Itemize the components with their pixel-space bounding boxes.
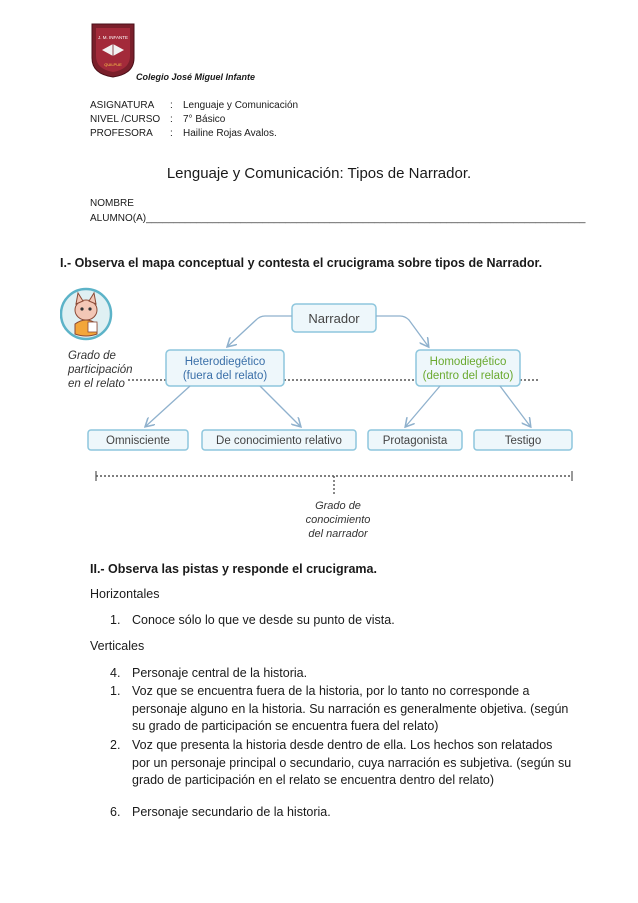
arrow-root-hetero [228, 316, 292, 346]
svg-text:Grado de: Grado de [68, 350, 116, 362]
svg-text:Homodiegético: Homodiegético [429, 356, 507, 368]
arrow-root-homo [376, 316, 428, 346]
clue-vertical-1 [110, 683, 580, 737]
meta-sep: : [170, 114, 173, 125]
meta-row-teacher [90, 128, 390, 142]
svg-text:(dentro del relato): (dentro del relato) [422, 370, 514, 382]
node-conocimiento-relativo [202, 430, 356, 450]
clue-number: 4. [110, 666, 121, 680]
meta-value: Hailine Rojas Avalos. [183, 128, 277, 139]
meta-row-level [90, 114, 390, 128]
meta-sep: : [170, 128, 173, 139]
clue-text: Voz que presenta la historia desde dentro de ella. Los hechos son relatados por un personaje principal o secundario, cuya narración es subjetiva. (según su grado de participación en el relato se encuentra dentro del relato) [132, 738, 572, 788]
svg-text:Heterodiegético: Heterodiegético [184, 356, 266, 368]
arrow-hetero-omnisciente [146, 386, 190, 426]
svg-text:participación: participación [68, 364, 133, 376]
section-1-heading: I.- Observa el mapa conceptual y contesta el crucigrama sobre tipos de Narrador. [60, 256, 543, 270]
svg-text:Grado de: Grado de [315, 500, 361, 512]
svg-text:De conocimiento relativo: De conocimiento relativo [216, 435, 342, 447]
clue-text: Personaje central de la historia. [132, 666, 308, 680]
clue-number: 1. [110, 613, 121, 627]
concept-map [60, 280, 580, 545]
node-narrador [292, 304, 376, 332]
clue-vertical-2 [110, 737, 580, 809]
node-heterodiegetico [166, 350, 284, 386]
svg-text:del narrador: del narrador [308, 528, 368, 540]
svg-text:Testigo: Testigo [504, 435, 542, 447]
svg-text:en el relato: en el relato [68, 378, 125, 390]
meta-key: NIVEL /CURSO [90, 114, 161, 125]
logo-text-top: J. M. INFANTE [97, 35, 129, 40]
clue-text: Personaje secundario de la historia. [132, 805, 331, 819]
clue-vertical-6 [110, 804, 580, 822]
node-testigo [474, 430, 572, 450]
meta-key: ASIGNATURA [90, 100, 155, 111]
horizontal-label: Horizontales [90, 587, 160, 601]
vertical-label: Verticales [90, 639, 145, 653]
meta-value: Lenguaje y Comunicación [183, 100, 299, 111]
meta-row-subject [90, 100, 390, 114]
section-2-heading: II.- Observa las pistas y responde el crucigrama. [90, 562, 377, 576]
meta-key: PROFESORA [90, 128, 153, 139]
clue-horizontal-1 [110, 612, 580, 630]
school-name: Colegio José Miguel Infante [136, 72, 256, 82]
clue-text: Conoce sólo lo que ve desde su punto de vista. [132, 613, 395, 627]
student-name-line[interactable]: ALUMNO(A)_______________________________________________________________________________ [90, 213, 586, 224]
arrow-homo-protagonista [406, 386, 440, 426]
arrow-hetero-relativo [260, 386, 300, 426]
logo-text-bottom: QUILPUE [104, 62, 122, 67]
meta-value: 7° Básico [183, 114, 226, 125]
participation-label [67, 350, 133, 390]
knowledge-label [306, 500, 371, 540]
svg-text:conocimiento: conocimiento [305, 514, 371, 526]
student-name-label: NOMBRE [90, 198, 134, 209]
clue-number: 6. [110, 805, 121, 819]
svg-text:Protagonista: Protagonista [382, 435, 448, 447]
mascot-icon [61, 289, 111, 339]
node-label: Narrador [308, 311, 360, 326]
clue-number: 2. [110, 738, 121, 752]
clue-number: 1. [110, 684, 121, 698]
clue-vertical-4 [110, 665, 580, 683]
svg-text:Omnisciente: Omnisciente [106, 435, 170, 447]
node-homodiegetico [416, 350, 520, 386]
school-logo [90, 22, 136, 78]
svg-text:(fuera del relato): (fuera del relato) [182, 370, 268, 382]
node-omnisciente [88, 430, 188, 450]
node-protagonista [368, 430, 462, 450]
clue-text: Voz que se encuentra fuera de la historia, por lo tanto no corresponde a personaje alguno en la historia. Su narración es generalmente objetiva. (según su grado de participación se encuentra fuera del relato) [132, 684, 569, 734]
meta-sep: : [170, 100, 173, 111]
page-title: Lenguaje y Comunicación: Tipos de Narrador. [166, 165, 472, 182]
arrow-homo-testigo [500, 386, 530, 426]
